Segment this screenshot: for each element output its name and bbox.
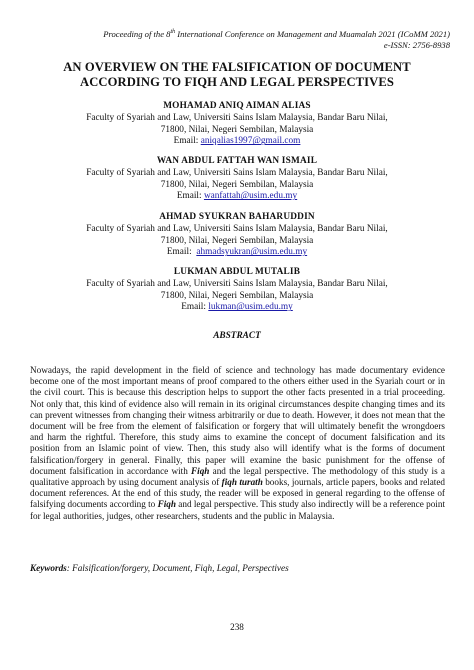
author-email-line	[30, 191, 444, 203]
author-affiliation: Faculty of Syariah and Law, Universiti Sains Islam Malaysia, Bandar Baru Nilai,	[86, 223, 388, 234]
title-line-2: ACCORDING TO FIQH AND LEGAL PERSPECTIVES	[80, 74, 394, 89]
paper-title	[30, 60, 444, 89]
email-label: Email:	[176, 191, 204, 202]
abstract-heading: ABSTRACT	[213, 331, 261, 341]
abstract-emphasis: Fiqh	[157, 499, 176, 510]
author-address: 71800, Nilai, Negeri Sembilan, Malaysia	[160, 124, 314, 135]
author-block	[30, 101, 444, 148]
conference-name-end: International Conference on Management and Muamalah 2021 (ICoMM 2021)	[175, 28, 450, 39]
conference-line	[10, 27, 450, 40]
email-label: Email:	[173, 136, 201, 147]
issn-line: e-ISSN: 2756-8938	[383, 39, 450, 50]
author-email-link[interactable]: wanfattah@usim.edu.my	[203, 191, 298, 202]
running-header	[10, 27, 450, 51]
abstract-text: and legal perspective. This study also indirectly will be a reference point for legal authorities, judges, other researchers, students and the public in Malaysia.	[30, 499, 445, 521]
email-label: Email:	[181, 302, 209, 313]
ordinal-suffix: th	[170, 29, 176, 35]
abstract-text: Nowadays, the rapid development in the field of science and technology has made documentary evidence become one of the most important means of proof compared to the others either used in the Syariah court or in the civil court. This is because this description helps to support the other facts presented in a trial proceeding. Not only that, this kind of evidence also will remain in its original circumstances despite changing times and its can prevent witnesses from changing their witness arbitrarily or due to death. However, it does not mean that the document will be free from the element of falsification or forgery that will ultimately benefit the wrongdoers and harm the rightful. Therefore, this study aims to examine the concept of document falsification and its position from an Islamic point of view. Then, this study also will identify what is the forms of document falsification/forgery in general. Finally, this paper will examine the basic punishment for the offense of document falsification in accordance with	[30, 365, 445, 476]
abstract-emphasis: Fiqh	[191, 465, 210, 476]
author-affiliation: Faculty of Syariah and Law, Universiti Sains Islam Malaysia, Bandar Baru Nilai,	[86, 278, 388, 289]
author-block	[30, 267, 444, 314]
title-line-1: AN OVERVIEW ON THE FALSIFICATION OF DOCUMENT	[63, 60, 411, 74]
author-block	[30, 156, 444, 203]
author-name: WAN ABDUL FATTAH WAN ISMAIL	[156, 156, 318, 166]
keywords-text: : Falsification/forgery, Document, Fiqh, Legal, Perspectives	[66, 563, 289, 573]
author-address: 71800, Nilai, Negeri Sembilan, Malaysia	[160, 235, 314, 246]
abstract-emphasis: fiqh turath	[221, 477, 263, 488]
author-name: AHMAD SYUKRAN BAHARUDDIN	[159, 212, 315, 222]
author-name: MOHAMAD ANIQ AIMAN ALIAS	[163, 101, 311, 111]
keywords-label: Keywords	[30, 563, 67, 573]
author-email-line	[30, 302, 444, 314]
author-block	[30, 212, 444, 259]
conference-name-start: Proceeding of the 8	[103, 28, 171, 39]
abstract-body	[30, 365, 445, 522]
abstract-text: books, journals, article papers, books and related document references. At the end of this study, the reader will be exposed in general regarding to the offense of falsifying documents according to	[30, 477, 446, 510]
author-name: LUKMAN ABDUL MUTALIB	[173, 267, 301, 277]
email-label: Email:	[166, 247, 197, 258]
author-email-line	[30, 136, 444, 148]
keywords-line	[30, 563, 444, 574]
author-address: 71800, Nilai, Negeri Sembilan, Malaysia	[160, 179, 314, 190]
author-email-link[interactable]: ahmadsyukran@usim.edu.my	[196, 247, 308, 258]
author-affiliation: Faculty of Syariah and Law, Universiti Sains Islam Malaysia, Bandar Baru Nilai,	[86, 167, 388, 178]
abstract-text: and the legal perspective. The methodology of this study is a qualitative approach by using document analysis of	[30, 465, 445, 488]
author-email-link[interactable]: lukman@usim.edu.my	[208, 302, 293, 313]
page-number: 238	[230, 622, 244, 632]
author-email-link[interactable]: aniqalias1997@gmail.com	[200, 136, 301, 147]
author-affiliation: Faculty of Syariah and Law, Universiti Sains Islam Malaysia, Bandar Baru Nilai,	[86, 112, 388, 123]
author-email-line	[30, 247, 444, 259]
author-address: 71800, Nilai, Negeri Sembilan, Malaysia	[160, 290, 314, 301]
